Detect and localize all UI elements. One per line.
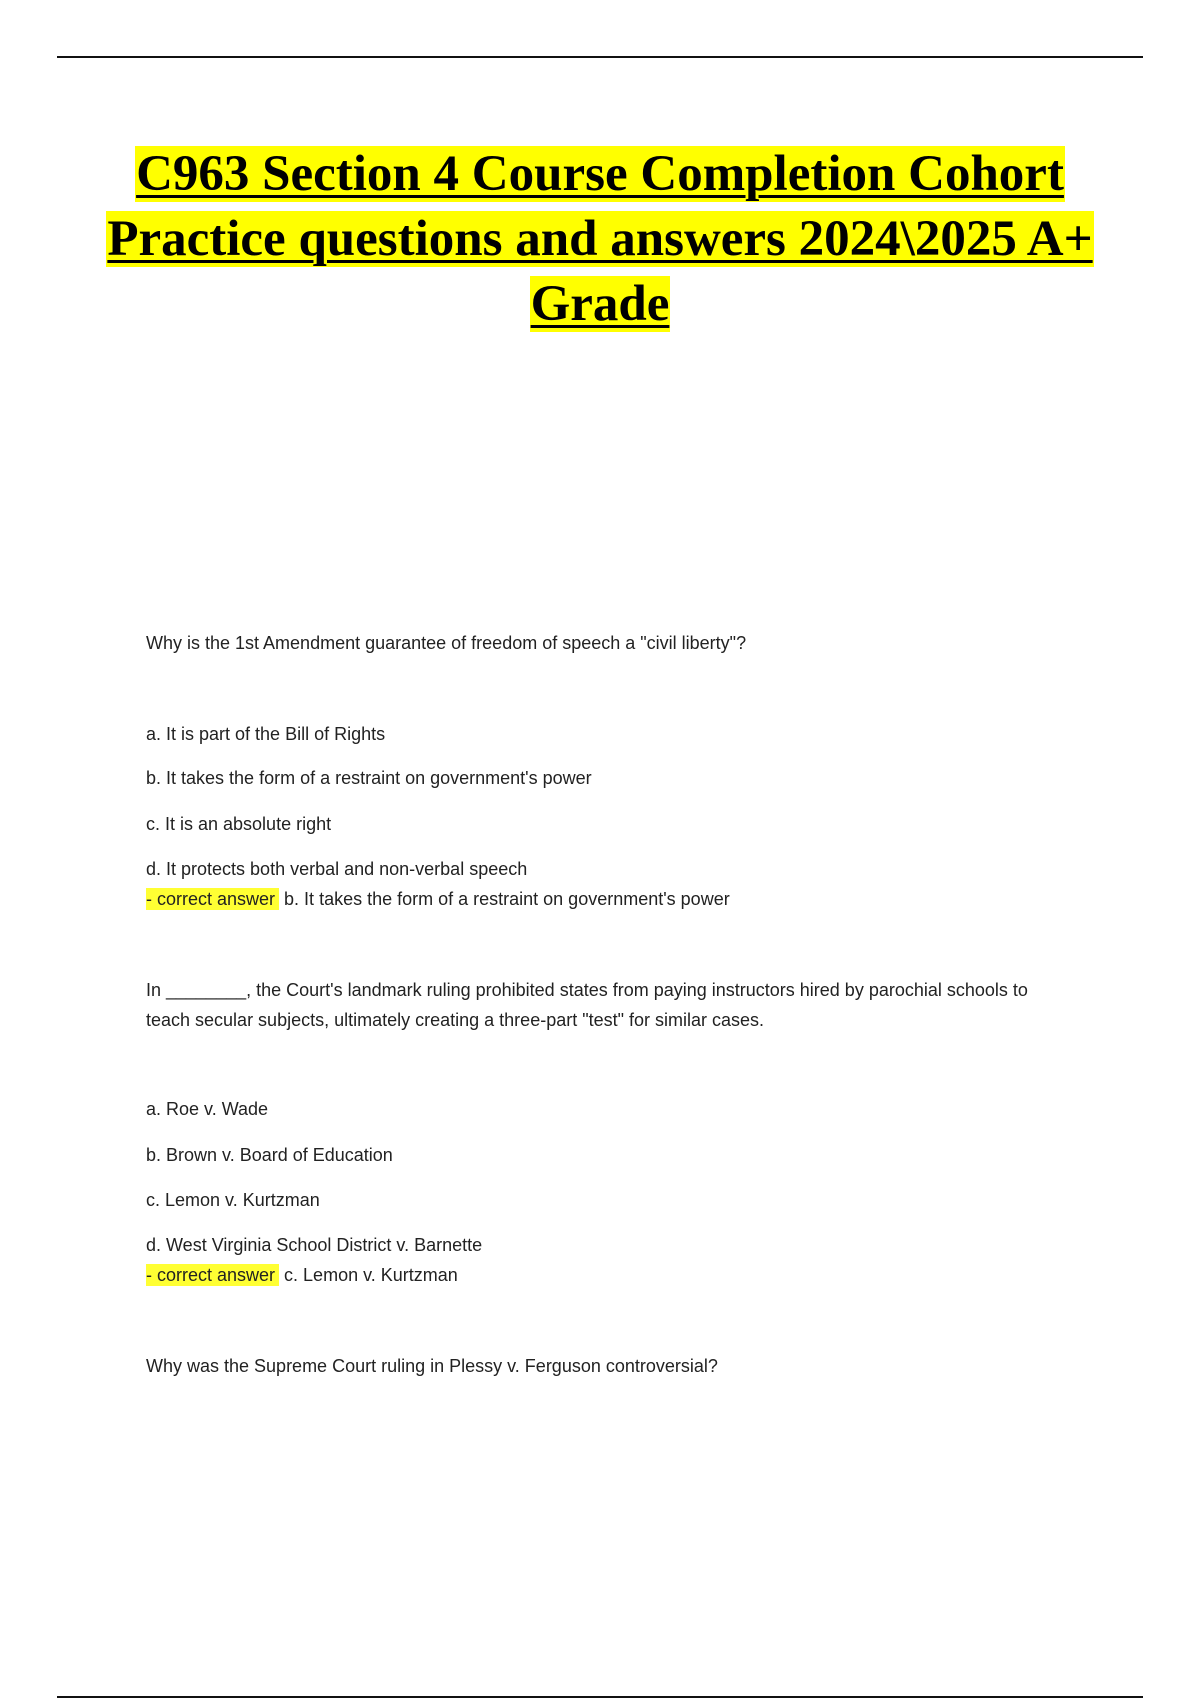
question-1-option-d: d. It protects both verbal and non-verbal speech: [146, 859, 528, 879]
question-1-option-c: c. It is an absolute right: [146, 814, 332, 834]
question-1-answer-marker: - correct answer: [146, 888, 279, 910]
question-1-option-a: a. It is part of the Bill of Rights: [146, 724, 386, 744]
document-title: [100, 142, 1100, 337]
question-1-answer-text: b. It takes the form of a restraint on government's power: [279, 889, 730, 909]
document-title-text: C963 Section 4 Course Completion Cohort Practice questions and answers 2024\2025 A+ Grade: [107, 146, 1093, 332]
question-3-prompt: Why was the Supreme Court ruling in Plessy v. Ferguson controversial?: [146, 1356, 718, 1376]
question-2-answer-marker: - correct answer: [146, 1264, 279, 1286]
question-2-option-a: a. Roe v. Wade: [146, 1099, 269, 1119]
question-1-answer: [146, 884, 730, 914]
question-2-prompt: In ________, the Court's landmark ruling prohibited states from paying instructors hired by parochial schools to teach secular subjects, ultimately creating a three-part "test" for similar cases.: [146, 980, 1028, 1030]
question-2-answer: [146, 1260, 458, 1290]
top-rule: [57, 56, 1143, 58]
question-2-answer-text: c. Lemon v. Kurtzman: [279, 1265, 458, 1285]
question-2-option-d: d. West Virginia School District v. Barnette: [146, 1235, 483, 1255]
question-2-option-c: c. Lemon v. Kurtzman: [146, 1190, 320, 1210]
bottom-rule: [57, 1696, 1143, 1698]
question-1-prompt: Why is the 1st Amendment guarantee of freedom of speech a "civil liberty"?: [146, 633, 747, 653]
question-1-option-b: b. It takes the form of a restraint on government's power: [146, 768, 592, 788]
question-2-option-b: b. Brown v. Board of Education: [146, 1145, 393, 1165]
